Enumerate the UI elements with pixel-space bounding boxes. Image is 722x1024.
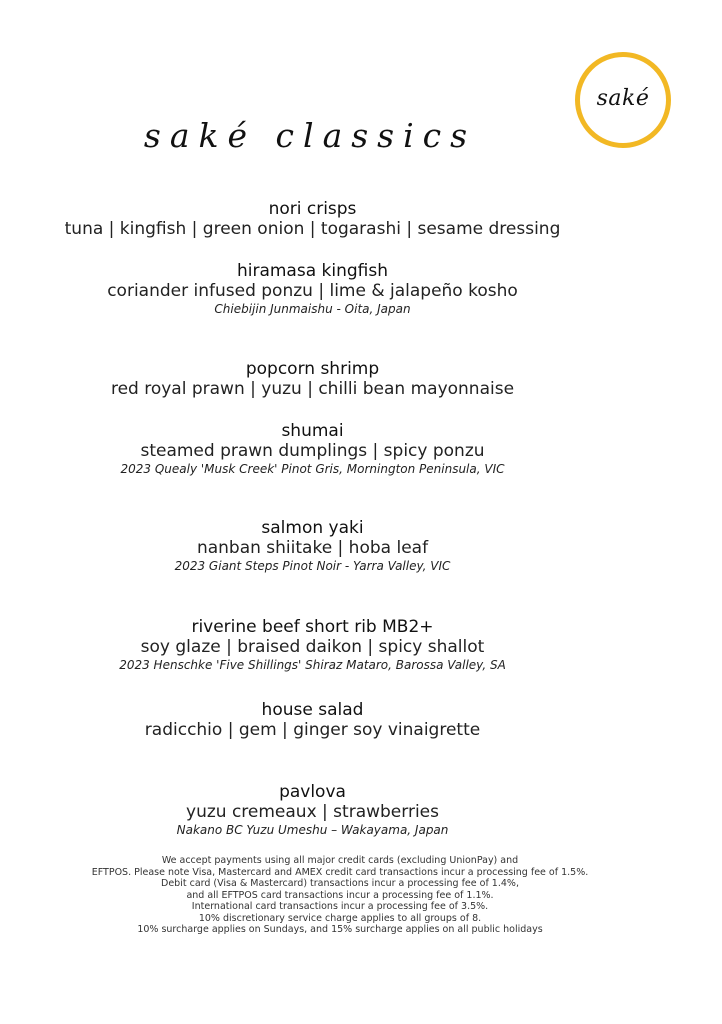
- dish-name: pavlova: [279, 782, 346, 802]
- dish-description: yuzu cremeaux | strawberries: [186, 802, 439, 822]
- dish-description: nanban shiitake | hoba leaf: [196, 538, 429, 558]
- menu-title: saké classics: [143, 116, 477, 155]
- dish-name: popcorn shrimp: [245, 359, 380, 379]
- dish-popcorn-shrimp: [0, 359, 625, 399]
- dish-description: red royal prawn | yuzu | chilli bean mayonnaise: [110, 379, 515, 399]
- dish-description: tuna | kingfish | green onion | togarashi | sesame dressing: [64, 219, 561, 239]
- payment-notice-line: Debit card (Visa & Mastercard) transactions incur a processing fee of 1.4%,: [161, 878, 519, 889]
- wine-pairing: 2023 Giant Steps Pinot Noir - Yarra Valley, VIC: [174, 559, 451, 573]
- wine-pairing: Chiebijin Junmaishu - Oita, Japan: [214, 302, 411, 316]
- payment-notice-line: EFTPOS. Please note Visa, Mastercard and AMEX credit card transactions incur a processing fee of 1.5%.: [91, 866, 589, 878]
- dish-shumai: [0, 421, 625, 477]
- payment-notice-line: 10% discretionary service charge applies to all groups of 8.: [198, 912, 482, 924]
- dish-pavlova: [0, 782, 625, 838]
- dish-description: radicchio | gem | ginger soy vinaigrette: [144, 720, 481, 740]
- dish-description: coriander infused ponzu | lime & jalapeño kosho: [107, 281, 518, 301]
- wine-pairing: 2023 Quealy 'Musk Creek' Pinot Gris, Mornington Peninsula, VIC: [120, 462, 505, 476]
- payment-notice-line: and all EFTPOS card transactions incur a processing fee of 1.1%.: [186, 889, 494, 901]
- logo-text: saké: [596, 85, 650, 111]
- payment-notice-line: International card transactions incur a processing fee of 3.5%.: [191, 901, 489, 912]
- dish-house-salad: [0, 700, 625, 740]
- dish-riverine-beef-short-rib: [0, 617, 625, 673]
- dish-description: soy glaze | braised daikon | spicy shallot: [140, 637, 485, 657]
- dish-name: hiramasa kingfish: [236, 261, 389, 281]
- dish-name: house salad: [261, 700, 364, 720]
- dish-nori-crisps: [0, 199, 625, 239]
- dish-name: salmon yaki: [261, 518, 364, 538]
- wine-pairing: Nakano BC Yuzu Umeshu – Wakayama, Japan: [176, 823, 449, 837]
- dish-name: nori crisps: [268, 199, 357, 219]
- dish-name: shumai: [281, 421, 344, 441]
- payment-notice-line: We accept payments using all major credit cards (excluding UnionPay) and: [161, 855, 519, 866]
- dish-salmon-yaki: [0, 518, 625, 574]
- payment-notice: [60, 855, 620, 936]
- payment-notice-line: 10% surcharge applies on Sundays, and 15% surcharge applies on all public holidays: [137, 924, 543, 935]
- dish-description: steamed prawn dumplings | spicy ponzu: [140, 441, 485, 461]
- wine-pairing: 2023 Henschke 'Five Shillings' Shiraz Mataro, Barossa Valley, SA: [119, 658, 506, 672]
- dish-hiramasa-kingfish: [0, 261, 625, 317]
- dish-name: riverine beef short rib MB2+: [191, 617, 434, 637]
